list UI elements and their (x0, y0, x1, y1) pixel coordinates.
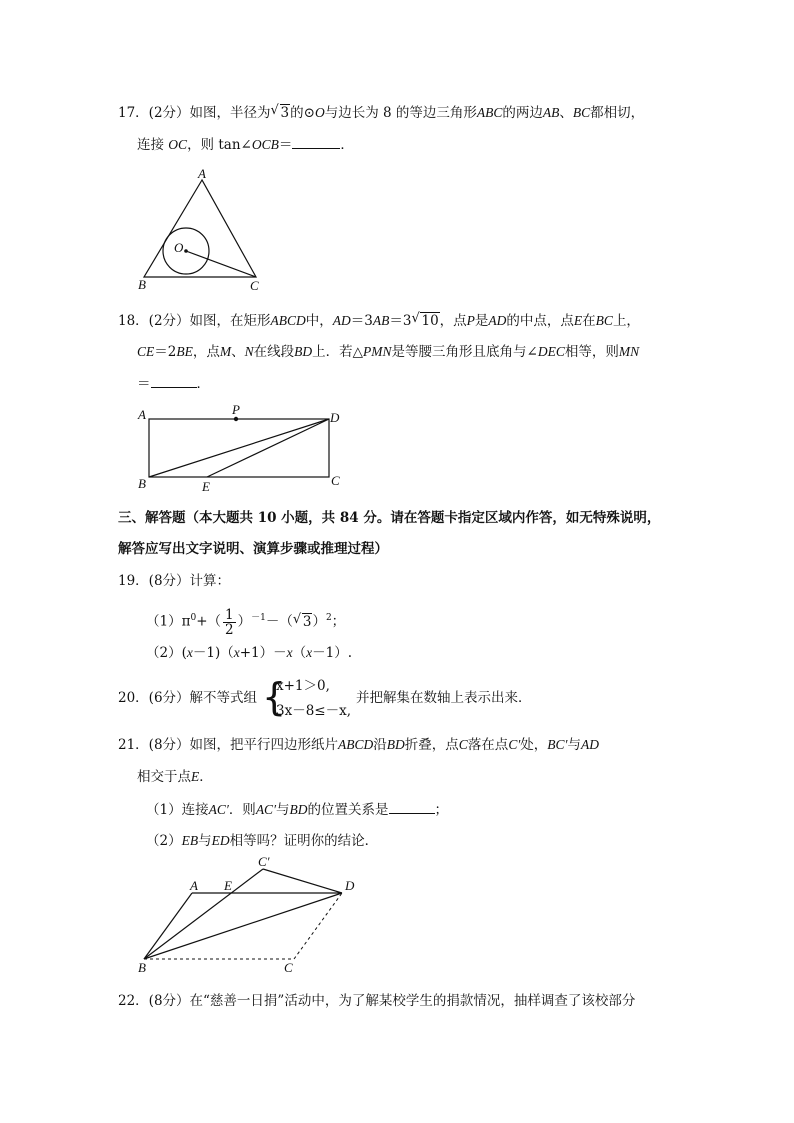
left-brace: { (262, 675, 287, 719)
q19-part1: $(1)\pi^0+$（ $\frac{1}{2}$ ）$^{-1}$－（ √ 3）$^2$； (146, 606, 346, 638)
label-B: B (138, 476, 146, 491)
label-B: B (138, 277, 146, 292)
q18-line1: 18．(2分）如图，在矩形ABCD中，AD＝3AB＝3 √ 10，点P是AD的中点，点E在BC上， (118, 311, 640, 329)
label-D: D (345, 878, 355, 893)
fraction: $\frac{1}{2}$ (225, 606, 234, 638)
answer-blank[interactable] (389, 799, 435, 814)
q21-line2: 相交于点E． (137, 769, 213, 785)
label-B: B (138, 960, 146, 975)
label-C: C (331, 473, 340, 488)
section3-line1: 三、解答题（本大题共 10 小题，共 84 分。请在答题卡指定区域内作答，如无特殊说明， (118, 510, 661, 526)
label-O: O (174, 240, 184, 255)
sqrt-symbol: √ 3 (292, 611, 312, 630)
q17-figure (130, 165, 270, 295)
q21-part1: （1）连接AC′．则AC′与BD的位置关系是 ； (146, 799, 448, 820)
q17-line2: 连接 OC，则 tan∠OCB＝ ． (137, 134, 354, 155)
q18-line2: CE＝2BE，点M、N在线段BD上．若△PMN是等腰三角形且底角与∠DEC相等，则MN (137, 344, 640, 360)
q18-figure (130, 400, 350, 495)
q20-prefix: 20．(6分）解不等式组 (118, 690, 258, 706)
q21-part2: （2）EB与ED相等吗？证明你的结论． (146, 833, 379, 849)
label-E: E (224, 878, 232, 893)
q19-part2: （2）(x－1)（x+1）－x（x－1）. (146, 645, 353, 661)
q22-line1: 22．(8分）在“慈善一日捐”活动中，为了解某校学生的捐款情况，抽样调查了该校部分 (118, 993, 636, 1009)
label-A: A (198, 166, 206, 181)
q21-line1: 21．(8分）如图，把平行四边形纸片ABCD沿BD折叠，点C落在点C′处，BC′与AD (118, 737, 599, 753)
answer-blank[interactable] (292, 134, 340, 149)
answer-blank[interactable] (151, 373, 197, 388)
label-D: D (330, 410, 340, 425)
label-A: A (138, 407, 146, 422)
label-C: C (250, 278, 259, 293)
label-A: A (190, 878, 198, 893)
sqrt-symbol: √ 3 (270, 103, 290, 121)
q20-suffix: 并把解集在数轴上表示出来． (356, 690, 532, 706)
label-P: P (232, 402, 240, 417)
label-E: E (202, 479, 210, 494)
q21-figure (130, 852, 370, 980)
sqrt-symbol: √ 10 (411, 311, 439, 329)
q18-line3: ＝ ． (137, 373, 210, 394)
section3-line2: 解答应写出文字说明、演算步骤或推理过程） (118, 541, 388, 557)
q17-line1: 17．(2分）如图，半径为 √ 3的⊙O与边长为 8 的等边三角形ABC的两边AB、BC都相切， (118, 103, 645, 121)
q19-title: 19．(8分）计算： (118, 573, 231, 589)
q20-ineq2: 3x－8≤－x, (276, 703, 352, 719)
label-C-prime: C′ (258, 854, 270, 869)
q20-ineq1: x+1＞0, (276, 678, 330, 694)
label-C: C (284, 960, 293, 975)
